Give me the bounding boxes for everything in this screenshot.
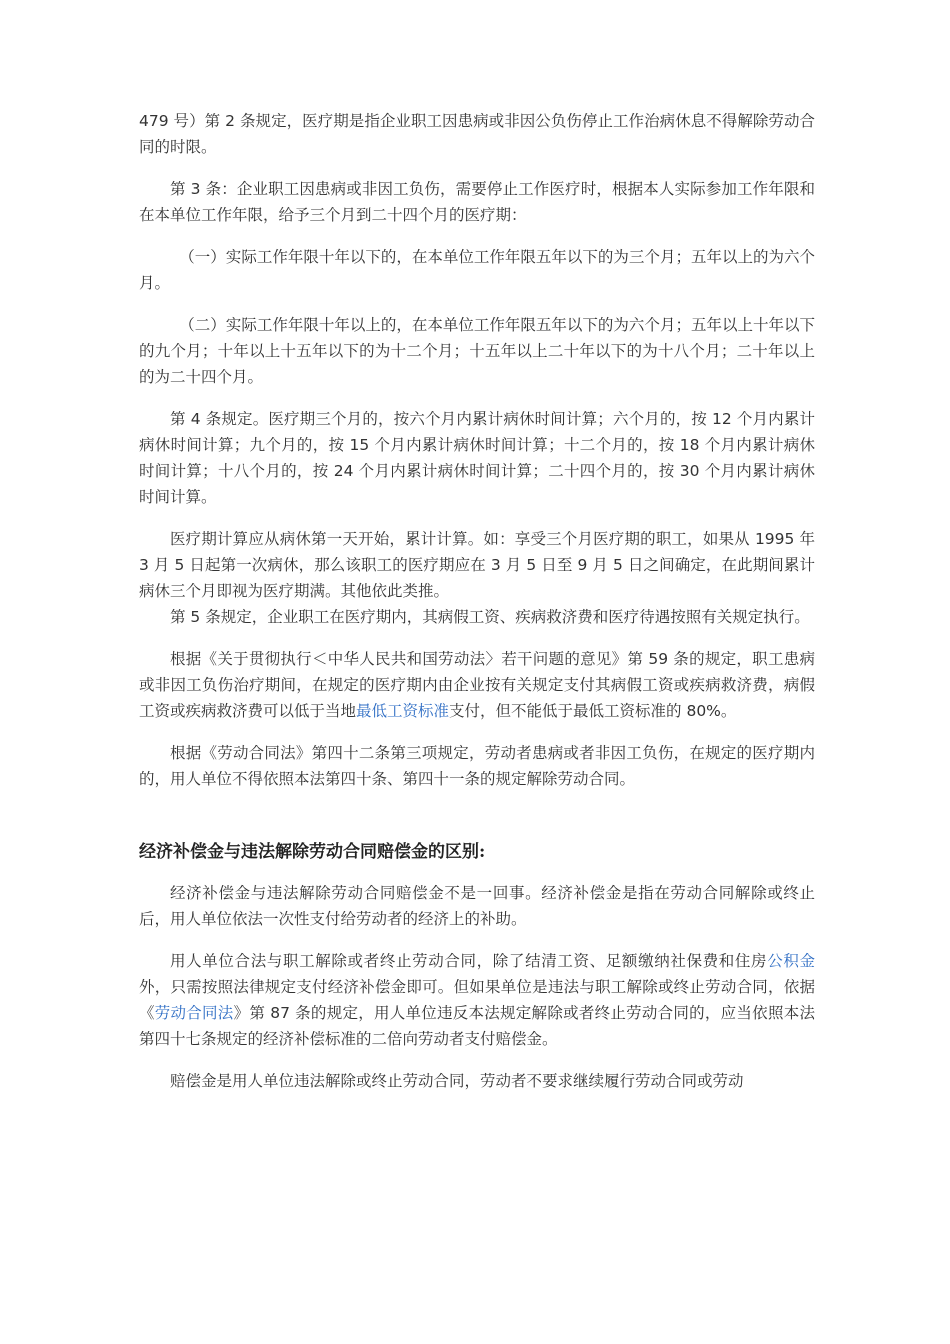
paragraph-text: 》第 87 条的规定，用人单位违反本法规定解除或者终止劳动合同的，应当依照本法第四十七条规定的经济补偿标准的二倍向劳动者支付赔偿金。	[139, 1004, 815, 1048]
paragraph-damages-definition: 赔偿金是用人单位违法解除或终止劳动合同，劳动者不要求继续履行劳动合同或劳动	[170, 1072, 744, 1090]
paragraph-article-5: 第 5 条规定，企业职工在医疗期内，其病假工资、疾病救济费和医疗待遇按照有关规定执行。	[170, 608, 810, 626]
paragraph-item-1: （一）实际工作年限十年以下的，在本单位工作年限五年以下的为三个月；五年以上的为六个月。	[139, 248, 815, 292]
paragraph-calculation: 医疗期计算应从病休第一天开始，累计计算。如：享受三个月医疗期的职工，如果从 1995 年 3 月 5 日起第一次病休，那么该职工的医疗期应在 3 月 5 日至 9 月 5 日之间确定，在此期间累计病休三个月即视为医疗期满。其他依此类推。	[139, 530, 815, 600]
paragraph-lawful-termination	[139, 948, 815, 1052]
labor-contract-law-link[interactable]: 劳动合同法	[154, 1004, 234, 1022]
paragraph-article-3: 第 3 条：企业职工因患病或非因工负伤，需要停止工作医疗时，根据本人实际参加工作年限和在本单位工作年限，给予三个月到二十四个月的医疗期：	[139, 180, 815, 224]
paragraph-text: 用人单位合法与职工解除或者终止劳动合同，除了结清工资、足额缴纳社保费和住房	[170, 952, 768, 970]
paragraph-compensation-definition: 经济补偿金与违法解除劳动合同赔偿金不是一回事。经济补偿金是指在劳动合同解除或终止后，用人单位依法一次性支付给劳动者的经济上的补助。	[139, 884, 815, 928]
paragraph-479: 479 号）第 2 条规定，医疗期是指企业职工因患病或非因公负伤停止工作治病休息不得解除劳动合同的时限。	[139, 112, 815, 156]
section-heading: 经济补偿金与违法解除劳动合同赔偿金的区别:	[139, 842, 486, 862]
paragraph-article-42: 根据《劳动合同法》第四十二条第三项规定，劳动者患病或者非因工负伤，在规定的医疗期内的，用人单位不得依照本法第四十条、第四十一条的规定解除劳动合同。	[139, 744, 815, 788]
paragraph-text: 支付，但不能低于最低工资标准的 80%。	[449, 702, 737, 720]
paragraph-item-2: （二）实际工作年限十年以上的，在本单位工作年限五年以下的为六个月；五年以上十年以下的九个月；十年以上十五年以下的为十二个月；十五年以上二十年以下的为十八个月；二十年以上的为二十四个月。	[139, 316, 815, 386]
paragraph-labor-law-opinion	[139, 646, 815, 724]
document-body	[139, 108, 815, 1094]
paragraph-text: 根据《关于贯彻执行＜中华人民共和国劳动法〉若干问题的意见》第 59 条的规定，职工患病或非因工负伤治疗期间，在规定的医疗期内由企业按有关规定支付其病假工资或疾病救济费，病假工资或疾病救济费可以低于当地	[139, 650, 815, 720]
minimum-wage-link[interactable]: 最低工资标准	[356, 702, 450, 720]
paragraph-text: 外，只需按照法律规定支付经济补偿金即可。但如果单位是违法与职工解除或终止劳动合同，依据《	[139, 978, 815, 1022]
housing-fund-link[interactable]: 公积金	[767, 952, 815, 970]
paragraph-article-4: 第 4 条规定。医疗期三个月的，按六个月内累计病休时间计算；六个月的，按 12 个月内累计病休时间计算；九个月的，按 15 个月内累计病休时间计算；十二个月的，按 18 个月内累计病休时间计算；十八个月的，按 24 个月内累计病休时间计算；二十四个月的，按 30 个月内累计病休时间计算。	[139, 410, 815, 506]
